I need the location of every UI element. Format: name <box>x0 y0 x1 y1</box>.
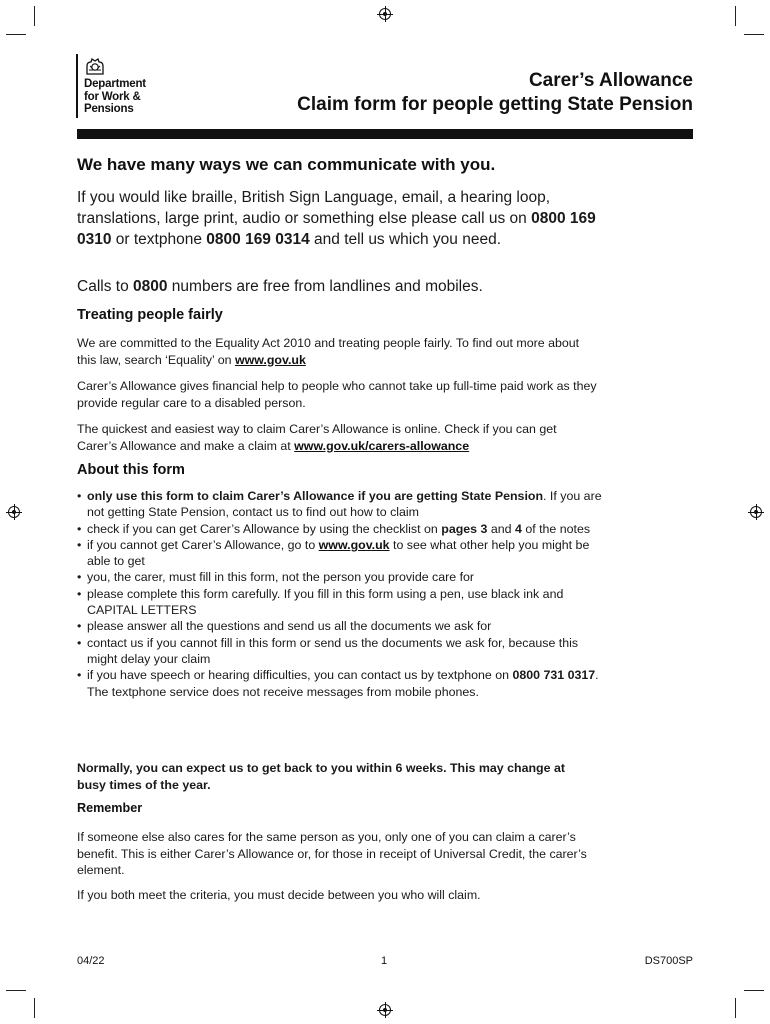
page-number: 1 <box>381 955 388 967</box>
crop-mark <box>6 990 26 991</box>
treating-fairly-heading: Treating people fairly <box>77 307 223 323</box>
logo-bar <box>76 54 78 118</box>
crop-mark <box>735 998 736 1018</box>
equality-paragraph: We are committed to the Equality Act 2010 and treating people fairly. To find out more about this law, search ‘Equality’ on www.gov.uk <box>77 336 580 367</box>
list-item: • please complete this form carefully. If you fill in this form using a pen, use black ink and CAPITAL LETTERS <box>77 586 607 619</box>
form-code: DS700SP <box>644 955 693 967</box>
crop-mark <box>744 990 764 991</box>
crop-mark <box>6 34 26 35</box>
communication-paragraph: If you would like braille, British Sign Language, email, a hearing loop, translations, large print, audio or something else please call us on 0800 169 0310 or textphone 0800 169 0314 and tell us which you need. <box>77 189 596 248</box>
crop-mark <box>735 6 736 26</box>
textphone-number: 0800 169 0314 <box>206 231 310 248</box>
registration-mark-icon <box>379 8 391 20</box>
page-subtitle: Claim form for people getting State Pension <box>297 94 693 115</box>
carers-allowance-link[interactable]: www.gov.uk/carers-allowance <box>294 438 470 453</box>
remember-heading: Remember <box>77 801 143 815</box>
about-form-heading: About this form <box>77 462 185 478</box>
claim-online-paragraph: The quickest and easiest way to claim Carer’s Allowance is online. Check if you can get Carer’s Allowance and make a claim at www.gov.uk/carers-allowance <box>77 422 557 453</box>
communication-heading: We have many ways we can communicate with you. <box>77 155 496 174</box>
header-rule <box>77 129 693 139</box>
department-name: Department for Work & Pensions <box>84 78 146 115</box>
response-time-note: Normally, you can expect us to get back to you within 6 weeks. This may change at busy times of the year. <box>77 761 565 792</box>
royal-crest-icon <box>84 56 106 76</box>
crop-mark <box>744 34 764 35</box>
dwp-logo <box>76 54 176 120</box>
footer-date: 04/22 <box>77 955 105 967</box>
allowance-description: Carer’s Allowance gives financial help to people who cannot take up full-time paid work as they provide regular care to a disabled person. <box>77 379 597 410</box>
registration-mark-icon <box>750 506 762 518</box>
list-item: • please answer all the questions and send us all the documents we ask for <box>77 618 607 634</box>
remember-paragraph: If someone else also cares for the same person as you, only one of you can claim a carer’s benefit. This is either Carer’s Allowance or, for those in receipt of Universal Credit, the carer’s element. <box>77 830 587 877</box>
crop-mark <box>34 6 35 26</box>
list-item: • contact us if you cannot fill in this form or send us the documents we ask for, because this might delay your claim <box>77 635 607 668</box>
list-item: • if you cannot get Carer’s Allowance, go to www.gov.uk to see what other help you might be able to get <box>77 537 607 570</box>
phone-number: 0800 169 0310 <box>77 210 596 248</box>
list-item: • if you have speech or hearing difficulties, you can contact us by textphone on 0800 731 0317. The textphone service does not receive messages from mobile phones. <box>77 667 607 700</box>
page-title: Carer’s Allowance <box>528 70 693 91</box>
registration-mark-icon <box>379 1004 391 1016</box>
crop-mark <box>34 998 35 1018</box>
list-item: • you, the carer, must fill in this form, not the person you provide care for <box>77 569 607 585</box>
gov-uk-link[interactable]: www.gov.uk <box>234 352 306 367</box>
registration-mark-icon <box>8 506 20 518</box>
decide-paragraph: If you both meet the criteria, you must decide between you who will claim. <box>77 888 481 902</box>
calls-free-paragraph: Calls to 0800 numbers are free from landlines and mobiles. <box>77 278 483 295</box>
list-item: • only use this form to claim Carer’s Allowance if you are getting State Pension. If you are not getting State Pension, contact us to find out how to claim <box>77 488 607 521</box>
about-form-list <box>77 488 607 700</box>
list-item: • check if you can get Carer’s Allowance by using the checklist on pages 3 and 4 of the notes <box>77 521 607 537</box>
gov-uk-link[interactable]: www.gov.uk <box>318 537 390 552</box>
